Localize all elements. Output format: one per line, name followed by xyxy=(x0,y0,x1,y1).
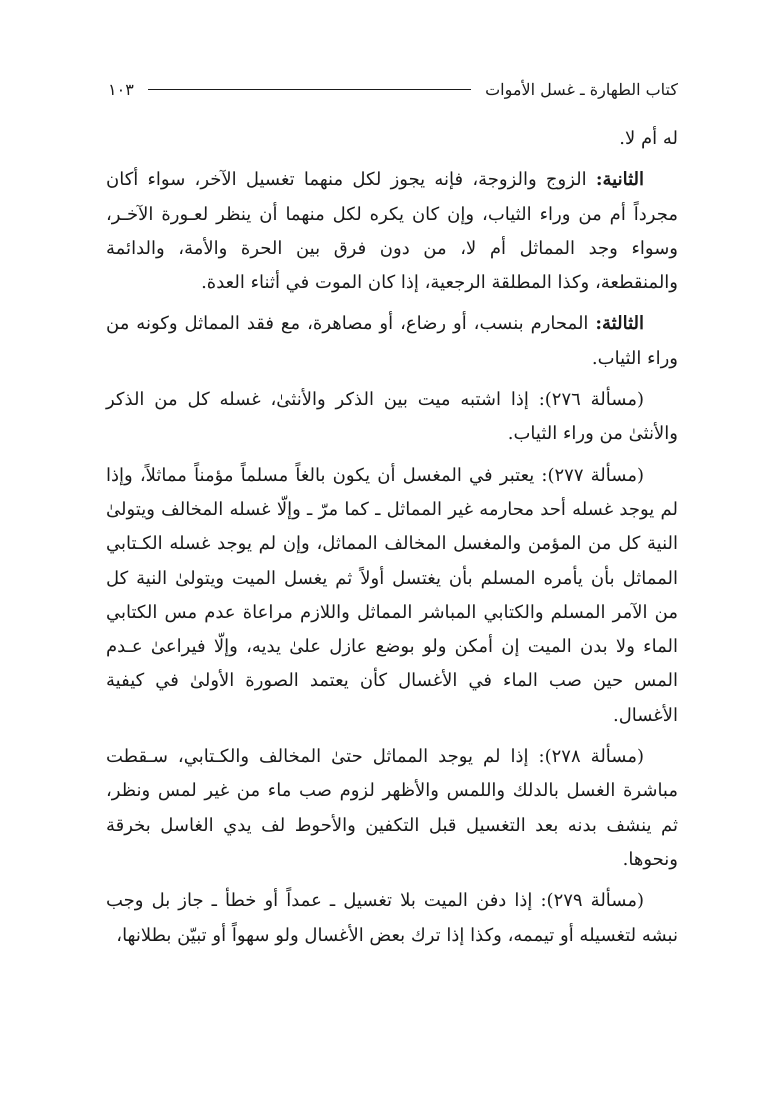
paragraph-third xyxy=(106,307,678,376)
paragraph-text: الزوج والزوجة، فإنه يجوز لكل منهما تغسيل الآخر، سواء أكان مجرداً أم من وراء الثياب، وإن كان يكره لكل منهما أن ينظر لعـورة الآخـر، وسواء وجد المماثل أم لا، من دون فرق بين الحرة والأمة، والدائمة والمنقطعة، وكذا المطلقة الرجعية، إذا كان الموت في أثناء العدة. xyxy=(106,169,678,294)
paragraph-text: (مسألة ٢٧٨): إذا لم يوجد المماثل حتىٰ المخالف والكـتابي، سـقطت مباشرة الغسل بالدلك واللمس والأظهر لزوم صب ماء من غير لمس ونظر، ثم ينشف بدنه بعد التغسيل قبل التكفين والأحوط لف يدي الغاسل بخرقة ونحوها. xyxy=(106,746,678,870)
page-number: ١٠٣ xyxy=(108,79,134,99)
issue-276 xyxy=(106,383,678,452)
issue-277 xyxy=(106,459,678,733)
paragraph-lead: الثانية: xyxy=(595,169,644,191)
paragraph-text: (مسألة ٢٧٩): إذا دفن الميت بلا تغسيل ـ عمداً أو خطأ ـ جاز بل وجب نبشه لتغسيله أو تيممه، وكذا إذا ترك بعض الأغسال ولو سهواً أو تبيّن بطلانها، xyxy=(106,890,678,946)
issue-278 xyxy=(106,740,678,877)
paragraph-continuation xyxy=(106,122,678,156)
paragraph-text: له أم لا. xyxy=(619,128,678,149)
paragraph-lead: الثالثة: xyxy=(595,313,644,335)
running-header xyxy=(108,74,678,104)
paragraph-text: (مسألة ٢٧٧): يعتبر في المغسل أن يكون بالغاً مسلماً مؤمناً مماثلاً، وإذا لم يوجد غسله أحد محارمه غير المماثل ـ كما مرّ ـ وإلّا غسله المخالف ويتولىٰ النية كل من المؤمن والمغسل المخالف المماثل، وإن لم يوجد غسله الكـتابي المماثل بأن يأمره المسلم بأن يغتسل أولاً ثم يغسل الميت ويتولىٰ النية كل من الآمر المسلم والكتابي المباشر المماثل واللازم مراعاة عدم مس الكتابي الماء ولا بدن الميت إن أمكن ولو بوضع عازل علىٰ يديه، وإلّا فيراعىٰ عـدم المس حين صب الماء في الأغسال كأن يعتمد الصورة الأولىٰ في كيفية الأغسال. xyxy=(106,464,678,726)
paragraph-text: (مسألة ٢٧٦): إذا اشتبه ميت بين الذكر والأنثىٰ، غسله كل من الذكر والأنثىٰ من وراء الثياب. xyxy=(106,389,678,445)
paragraph-second xyxy=(106,163,678,300)
header-rule xyxy=(148,89,471,90)
body-text xyxy=(106,122,678,960)
paragraph-text: المحارم بنسب، أو رضاع، أو مصاهرة، مع فقد المماثل وكونه من وراء الثياب. xyxy=(106,313,678,369)
header-title: كتاب الطهارة ـ غسل الأموات xyxy=(485,79,678,99)
issue-279 xyxy=(106,884,678,953)
